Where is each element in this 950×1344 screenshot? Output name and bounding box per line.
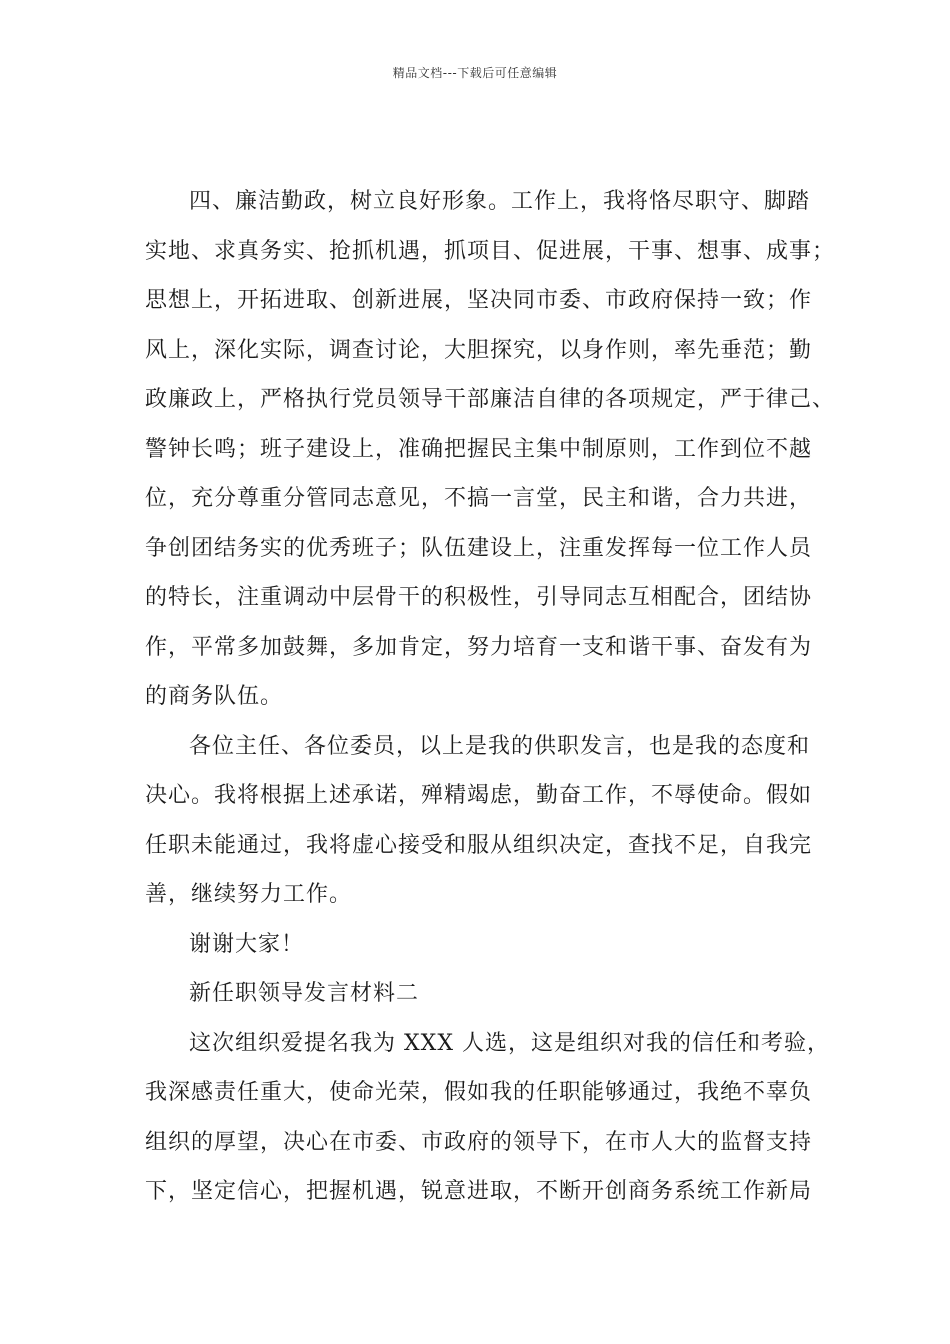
text-line: 我深感责任重大，使命光荣，假如我的任职能够通过，我绝不辜负 (145, 1080, 813, 1105)
text-line: 下，坚定信心，把握机遇，锐意进取，不断开创商务系统工作新局 (145, 1179, 813, 1204)
text-line: 决心。我将根据上述承诺，殚精竭虑，勤奋工作，不辱使命。假如 (145, 783, 813, 808)
text-line: 争创团结务实的优秀班子；队伍建设上，注重发挥每一位工作人员 (145, 535, 813, 561)
text-line: 的商务队伍。 (145, 684, 284, 709)
text-line: 四、廉洁勤政，树立良好形象。工作上，我将恪尽职守、脚踏 (189, 189, 811, 214)
text-line: 任职未能通过，我将虚心接受和服从组织决定，查找不足，自我完 (145, 832, 813, 858)
text-line: 各位主任、各位委员，以上是我的供职发言，也是我的态度和 (189, 733, 811, 759)
document-body (145, 177, 836, 1217)
text-line: 位，充分尊重分管同志意见，不搞一言堂，民主和谐，合力共进， (145, 486, 813, 511)
text-line: 的特长，注重调动中层骨干的积极性，引导同志互相配合，团结协 (145, 585, 813, 610)
text-line: 实地、求真务实、抢抓机遇，抓项目、促进展，干事、想事、成事； (145, 238, 836, 264)
text-line: 善，继续努力工作。 (145, 882, 353, 907)
section-heading: 新任职领导发言材料二 (189, 981, 420, 1006)
text-line: 风上，深化实际，调查讨论，大胆探究，以身作则，率先垂范；勤 (145, 337, 813, 363)
text-line: 这次组织爱提名我为 XXX 人选，这是组织对我的信任和考验， (189, 1030, 830, 1056)
text-line: 作，平常多加鼓舞，多加肯定，努力培育一支和谐干事、奋发有为 (145, 634, 813, 660)
text-line: 警钟长鸣；班子建设上，准确把握民主集中制原则，工作到位不越 (145, 436, 813, 462)
page-header: 精品文档---下载后可任意编辑 (392, 66, 558, 80)
text-line: 谢谢大家！ (189, 931, 305, 957)
text-line: 政廉政上，严格执行党员领导干部廉洁自律的各项规定，严于律己、 (145, 387, 836, 412)
text-line: 思想上，开拓进取、创新进展，坚决同市委、市政府保持一致；作 (145, 288, 813, 313)
text-line: 组织的厚望，决心在市委、市政府的领导下，在市人大的监督支持 (145, 1129, 813, 1155)
